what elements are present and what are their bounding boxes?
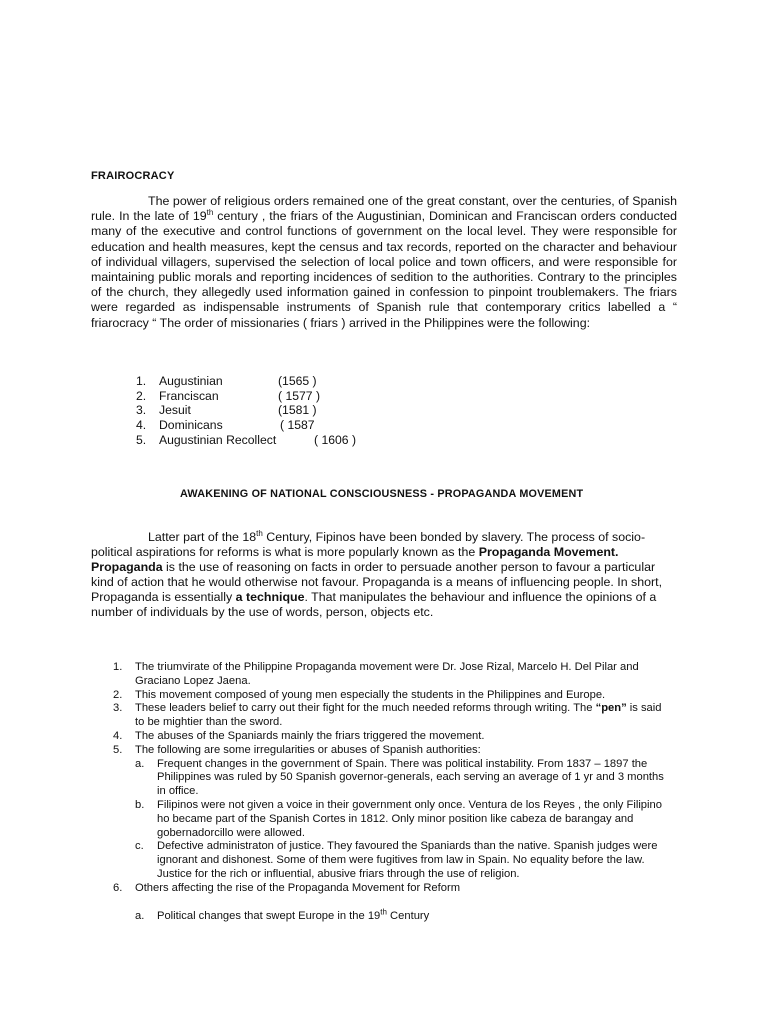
list-item: 6. Others affecting the rise of the Propaganda Movement for Reform a. Political changes that swept Europe in the 19th Century bbox=[113, 882, 673, 924]
document-page: FRAIROCRACY The power of religious orders remained one of the great constant, over the centuries, of Spanish rule. In the late of 19th century , the friars of the Augustinian, Dominican and Franciscan orders conducted many of the executive and control functions of government on the local level. They were responsible for education and health measures, kept the census and tax records, reported on the character and behaviour of individual villagers, supervised the selection of local police and town officers, and were responsible for maintaining public morals and reporting incidences of sedition to the authorities. Contrary to the principles of the church, they allegedly used information gained in confession to pinpoint troublemakers. The friars were regarded as indispensable instruments of Spanish rule that contemporary critics labelled a “ friarocracy “ The order of missionaries ( friars ) arrived in the Philippines were the following: 1. Augustinian (1565 ) 2. Franciscan ( 1577 ) 3. Jesuit (1581 ) 4. Dominicans ( 1587 5. Augustinian Recollect ( 1606 ) AWAKENING OF NATIONAL CONSCIOUSNESS - PROPAGANDA MOVEMENT Latter part of the 18th Century, Fipinos have been bonded by slavery. The process of socio-political aspirations for reforms is what is more popularly known as the Propaganda Movement. Propaganda is the use of reasoning on facts in order to persuade another person to favour a particular kind of action that he would otherwise not favour. Propaganda is a means of influencing people. In short, Propaganda is essentially a technique. That manipulates the behaviour and influence the opinions of a number of individuals by the use of words, person, objects etc. 1. The triumvirate of the Philippine Propaganda movement were Dr. Jose Rizal, Marcelo H. Del Pilar and Graciano Lopez Jaena. 2. This movement composed of young men especially the students in the Philippines and Europe. 3. These leaders belief to carry out their fight for the much needed reforms through writing. The “pen” is said to be mightier than the sword. 4. The abuses of the Spaniards mainly the friars triggered the movement. 5. The following are some irregularities or abuses of Spanish authorities: a. Frequent changes in the government of Spain. There was political instability. From 1837 – 1897 the Philippines was ruled by 50 Spanish governor-generals, each serving an average of 1 yr and 3 months in office. b. Filipinos were not given a voice in their government only once. Ventura de los Reyes , the only Filipino ho became part of the Spanish Cortes in 1812. Only minor position like cabeza de barangay and gobernadorcillo were allowed. c. Defective administraton of justice. They favoured the Spaniards than the native. Spanish judges were ignorant and dishonest. Some of them were fugitives from law in Spain. No equality before the law. Justice for the rich or influential, abusive friars through the use of religion. 6. Others affecting the rise of the Propaganda Movement for Reform a. Political changes that swept Europe in the 19th Century bbox=[91, 170, 677, 922]
sub-list-item: a. Political changes that swept Europe in the 19th Century bbox=[135, 906, 430, 922]
propaganda-movement-list bbox=[113, 661, 673, 923]
list-item: 4. The abuses of the Spaniards mainly the friars triggered the movement. bbox=[113, 729, 485, 742]
sub-list-item: a. Frequent changes in the government of Spain. There was political instability. From 1837 – 1897 the Philippines was ruled by 50 Spanish governor-generals, each serving an average of 1 yr and 3 months in office. bbox=[135, 757, 664, 798]
sub-list-item: c. Defective administraton of justice. They favoured the Spaniards than the native. Spanish judges were ignorant and dishonest. Some of them were fugitives from law in Spain. No equality before the law. Justice for the rich or influential, abusive friars through the use of religion. bbox=[135, 840, 658, 880]
list-item: 5. The following are some irregularities or abuses of Spanish authorities: a. Frequent changes in the government of Spain. There was political instability. From 1837 – 1897 the Philippines was ruled by 50 Spanish governor-generals, each serving an average of 1 yr and 3 months in office. b. Filipinos were not given a voice in their government only once. Ventura de los Reyes , the only Filipino ho became part of the Spanish Cortes in 1812. Only minor position like cabeza de barangay and gobernadorcillo were allowed. c. Defective administraton of justice. They favoured the Spaniards than the native. Spanish judges were ignorant and dishonest. Some of them were fugitives from law in Spain. No equality before the law. Justice for the rich or influential, abusive friars through the use of religion. bbox=[113, 744, 673, 882]
list-item: 1. The triumvirate of the Philippine Propaganda movement were Dr. Jose Rizal, Marcelo H. Del Pilar and Graciano Lopez Jaena. bbox=[113, 661, 639, 687]
sub-list-item: b. Filipinos were not given a voice in their government only once. Ventura de los Reyes , the only Filipino ho became part of the Spanish Cortes in 1812. Only minor position like cabeza de barangay and gobernadorcillo were allowed. bbox=[135, 798, 662, 839]
propaganda-paragraph: Latter part of the 18th Century, Fipinos have been bonded by slavery. The process of socio-political aspirations for reforms is what is more popularly known as the Propaganda Movement. Propaganda is the use of reasoning on facts in order to persuade another person to favour a particular kind of action that he would otherwise not favour. Propaganda is a means of influencing people. In short, Propaganda is essentially a technique. That manipulates the behaviour and influence the opinions of a number of individuals by the use of words, person, objects etc. bbox=[91, 528, 663, 619]
friarocracy-paragraph: The power of religious orders remained one of the great constant, over the centuries, of Spanish rule. In the late of 19th century , the friars of the Augustinian, Dominican and Franciscan orders conducted many of the executive and control functions of government on the local level. They were responsible for education and health measures, kept the census and tax records, reported on the character and behaviour of individual villagers, supervised the selection of local police and town officers, and were responsible for maintaining public morals and reporting incidences of sedition to the authorities. Contrary to the principles of the church, they allegedly used information gained in confession to pinpoint troublemakers. The friars were regarded as indispensable instruments of Spanish rule that contemporary critics labelled a “ friarocracy “ The order of missionaries ( friars ) arrived in the Philippines were the following: bbox=[91, 194, 677, 330]
section-heading-propaganda: AWAKENING OF NATIONAL CONSCIOUSNESS - PROPAGANDA MOVEMENT bbox=[180, 488, 584, 500]
section-heading-friarocracy: FRAIROCRACY bbox=[91, 170, 175, 182]
list-item: 3. These leaders belief to carry out their fight for the much needed reforms through writing. The “pen” is said to be mightier than the sword. bbox=[113, 702, 662, 729]
list-item: 2. This movement composed of young men especially the students in the Philippines and Europe. bbox=[113, 688, 606, 701]
